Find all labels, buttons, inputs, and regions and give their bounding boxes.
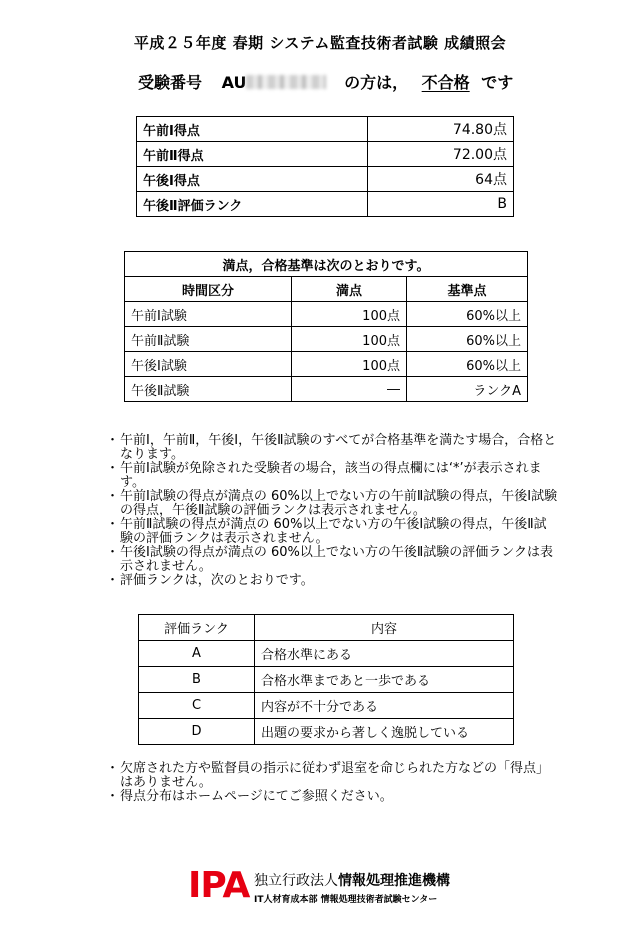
note-item: ・ 午前Ⅰ試験が免除された受験者の場合，該当の得点欄には‘*’が表示されます。 (108, 462, 558, 490)
column-header: 満点 (292, 277, 407, 302)
table-row (137, 142, 514, 167)
rank-description: 出題の要求から著しく逸脱している (255, 719, 514, 745)
score-value: 64点 (368, 167, 514, 192)
criteria-pass-mark: 60%以上 (407, 302, 528, 327)
note-item: ・ 得点分布はホームページにてご参照ください。 (108, 790, 558, 804)
rank-letter: A (139, 641, 255, 667)
table-row (139, 719, 514, 745)
criteria-full-score: 100点 (292, 352, 407, 377)
criteria-table (124, 251, 528, 402)
score-value: 74.80点 (368, 117, 514, 142)
ranks-table (138, 614, 514, 745)
department-name: IT人材育成本部 情報処理技術者試験センター (254, 895, 438, 905)
examinee-number-prefix: AU (221, 73, 247, 92)
scores-table (136, 116, 514, 217)
criteria-pass-mark: 60%以上 (407, 327, 528, 352)
table-header-row (139, 615, 514, 641)
score-label: 午後Ⅰ得点 (137, 167, 368, 192)
org-name: 情報処理推進機構 (338, 873, 450, 889)
note-item: ・ 午前Ⅱ試験の得点が満点の 60%以上でない方の午後Ⅰ試験の得点，午後Ⅱ試験の評価ランクは表示されません。 (108, 518, 558, 546)
score-value: 72.00点 (368, 142, 514, 167)
rank-description: 合格水準にある (255, 641, 514, 667)
score-label: 午後Ⅱ評価ランク (137, 192, 368, 217)
table-row (139, 667, 514, 693)
notes-list (108, 434, 558, 588)
note-item: ・ 午後Ⅰ試験の得点が満点の 60%以上でない方の午後Ⅱ試験の評価ランクは表示されません。 (108, 546, 558, 574)
table-header-row (125, 277, 528, 302)
column-header: 時間区分 (125, 277, 292, 302)
table-row (125, 327, 528, 352)
criteria-pass-mark: 60%以上 (407, 352, 528, 377)
note-item: ・ 評価ランクは，次のとおりです。 (108, 574, 558, 588)
examinee-line (138, 70, 513, 93)
note-item: ・ 欠席された方や監督員の指示に従わず退室を命じられた方などの「得点」はありません。 (108, 762, 558, 790)
criteria-caption: 満点，合格基準は次のとおりです。 (125, 252, 528, 277)
criteria-period: 午後Ⅰ試験 (125, 352, 292, 377)
table-row (137, 192, 514, 217)
examinee-middle-text: の方は， (344, 73, 409, 92)
organization-name (254, 870, 450, 890)
org-prefix: 独立行政法人 (254, 873, 338, 889)
criteria-period: 午前Ⅱ試験 (125, 327, 292, 352)
column-header: 内容 (255, 615, 514, 641)
table-row (139, 693, 514, 719)
score-label: 午前Ⅰ得点 (137, 117, 368, 142)
criteria-pass-mark: ランクA (407, 377, 528, 402)
score-value: B (368, 192, 514, 217)
footnotes-list (108, 762, 558, 804)
criteria-full-score: 100点 (292, 302, 407, 327)
table-row (125, 302, 528, 327)
examinee-suffix-text: です (481, 73, 514, 92)
table-row (137, 117, 514, 142)
rank-letter: C (139, 693, 255, 719)
criteria-period: 午後Ⅱ試験 (125, 377, 292, 402)
examinee-number-label: 受験番号 (138, 73, 203, 92)
table-row (125, 377, 528, 402)
score-label: 午前Ⅱ得点 (137, 142, 368, 167)
table-row (125, 352, 528, 377)
examinee-number-redacted (246, 75, 326, 89)
table-caption-row (125, 252, 528, 277)
criteria-full-score: 100点 (292, 327, 407, 352)
criteria-full-score: ― (292, 377, 407, 402)
column-header: 評価ランク (139, 615, 255, 641)
note-item: ・ 午前Ⅰ試験の得点が満点の 60%以上でない方の午前Ⅱ試験の得点，午後Ⅰ試験の得点，午後Ⅱ試験の評価ランクは表示されません。 (108, 490, 558, 518)
table-row (137, 167, 514, 192)
note-item: ・ 午前Ⅰ，午前Ⅱ，午後Ⅰ，午後Ⅱ試験のすべてが合格基準を満たす場合，合格となります。 (108, 434, 558, 462)
table-row (139, 641, 514, 667)
page-title: 平成２５年度 春期 システム監査技術者試験 成績照会 (133, 34, 507, 52)
rank-letter: B (139, 667, 255, 693)
ipa-logo: IPA (188, 865, 250, 906)
rank-description: 合格水準まであと一歩である (255, 667, 514, 693)
rank-description: 内容が不十分である (255, 693, 514, 719)
rank-letter: D (139, 719, 255, 745)
column-header: 基準点 (407, 277, 528, 302)
criteria-period: 午前Ⅰ試験 (125, 302, 292, 327)
exam-result: 不合格 (421, 73, 470, 92)
